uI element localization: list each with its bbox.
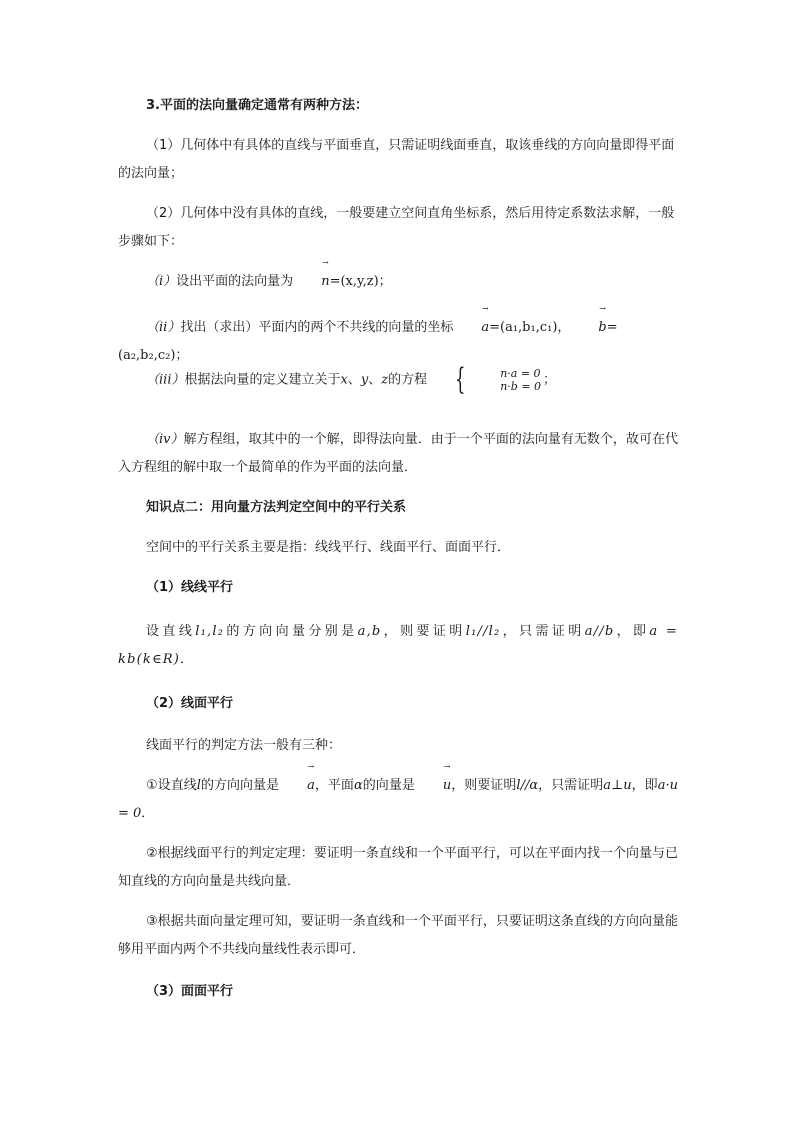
equation-system <box>429 362 542 397</box>
line-plane-method-3: ③根据共面向量定理可知，要证明一条直线和一个平面平行，只要证明这条直线的方向向量能够用平面内两个不共线向量线性表示即可． <box>118 914 678 957</box>
method-1: （1）几何体中有具体的直线与平面垂直，只需证明线面垂直，取该垂线的方向向量即得平面的法向量； <box>118 138 675 181</box>
step-2-text: 找出（求出）平面内的两个不共线的向量的坐标 <box>180 320 454 335</box>
step-3-text: 根据法向量的定义建立关于 <box>184 372 341 388</box>
method-2: （2）几何体中没有具体的直线，一般要建立空间直角坐标系，然后用待定系数法求解，一般步骤如下： <box>118 206 675 249</box>
line-line-parallel: 设直线l₁,l₂的方向向量分别是a,b，则要证明l₁//l₂，只需证明a//b，即a = kb(k∈R)． <box>118 624 678 667</box>
line-plane-intro: 线面平行的判定方法一般有三种： <box>146 738 342 753</box>
subheading-line-line: （1）线线平行 <box>146 580 234 595</box>
a-coords: =(a₁,b₁,c₁) <box>489 320 558 335</box>
n-coords: =(x,y,z) <box>329 274 379 289</box>
line-plane-method-1: ①设直线l的方向向量是→ a，平面α的向量是→ u，则要证明l//α，只需证明a⊥u，即a·u = 0． <box>118 772 678 828</box>
step-2-num: （ii） <box>146 320 181 335</box>
vector-n: → n <box>293 268 329 296</box>
vector-a: → a <box>453 314 489 342</box>
left-brace: { <box>455 362 466 397</box>
step-3: （iii）根据法向量的定义建立关于x、y、z的方程 { n·a = 0 n·b = 0 ； <box>146 362 557 397</box>
step-1: （i）设出平面的法向量为→ n=(x,y,z)； <box>118 268 678 296</box>
parallel-intro: 空间中的平行关系主要是指：线线平行、线面平行、面面平行． <box>146 540 511 555</box>
step-4-num: （iv） <box>146 432 184 447</box>
equation-1: n·a = 0 <box>500 367 541 380</box>
step-2: （ii）找出（求出）平面内的两个不共线的向量的坐标→ a=(a₁,b₁,c₁)，→ b=(a₂,b₂,c₂)； <box>118 314 678 370</box>
heading-normal-vector-methods: 3.平面的法向量确定通常有两种方法： <box>146 98 368 113</box>
subheading-plane-plane: （3）面面平行 <box>146 984 234 999</box>
b-coords: =(a₂,b₂,c₂) <box>118 320 618 363</box>
line-plane-method-2: ②根据线面平行的判定定理：要证明一条直线和一个平面平行，可以在平面内找一个向量与已知直线的方向向量是共线向量． <box>118 846 678 889</box>
step-1-text: 设出平面的法向量为 <box>176 274 294 289</box>
lines-l1-l2: l₁,l₂ <box>195 624 225 639</box>
vector-b: → b <box>570 314 606 342</box>
step-1-num: （i） <box>146 274 177 289</box>
a-equals-kb: a = kb(k∈R) <box>118 624 678 667</box>
knowledge-point-2-title: 知识点二：用向量方法判定空间中的平行关系 <box>146 500 407 515</box>
step-4-text: 解方程组，取其中的一个解，即得法向量．由于一个平面的法向量有无数个，故可在代入方程组的解中取一个最简单的作为平面的法向量． <box>118 432 678 475</box>
equation-2: n·b = 0 <box>500 380 542 393</box>
vectors-a-b: a,b <box>357 624 382 639</box>
step-4 <box>118 426 678 482</box>
subheading-line-plane: （2）线面平行 <box>146 696 234 711</box>
step-3-num: （iii） <box>146 372 185 388</box>
